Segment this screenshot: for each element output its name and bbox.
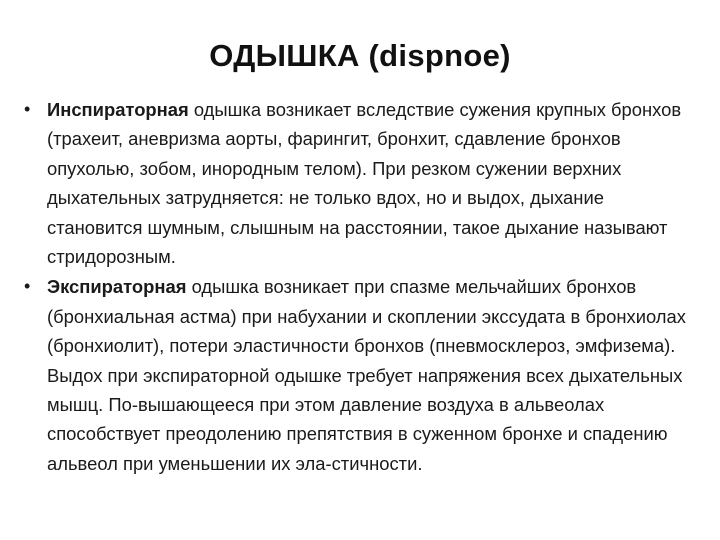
bullet-term-inspiratory: Инспираторная — [47, 99, 189, 120]
bullet-text-inspiratory: одышка возникает вследствие сужения крупных бронхов (трахеит, аневризма аорты, фарингит, бронхит, сдавление бронхов опухолью, зобом, инородным телом). При резком сужении верхних дыхательных затрудняется: не только вдох, но и выдох, дыхание становится шумным, слышным на расстоянии, такое дыхание называют стридорозным. — [47, 99, 682, 268]
bullet-item-inspiratory — [22, 95, 702, 271]
bullet-list — [22, 95, 702, 479]
slide-title: ОДЫШКА (dispnoe) — [209, 38, 511, 73]
bullet-marker: • — [24, 276, 31, 297]
bullet-item-expiratory — [22, 272, 702, 478]
bullet-text-expiratory: одышка возникает при спазме мельчайших бронхов (бронхиальная астма) при набухании и скоплении экссудата в бронхиолах (бронхиолит), потери эластичности бронхов (пневмосклероз, эмфизема). Выдох при экспираторной одышке требует напряжения всех дыхательных мышц. По-вышающееся при этом давление воздуха в альвеолах способствует преодолению препятствия в суженном бронхе и спадению альвеол при уменьшении их эла-стичности. — [47, 276, 686, 474]
bullet-term-expiratory: Экспираторная — [47, 276, 187, 298]
bullet-marker: • — [24, 99, 31, 119]
